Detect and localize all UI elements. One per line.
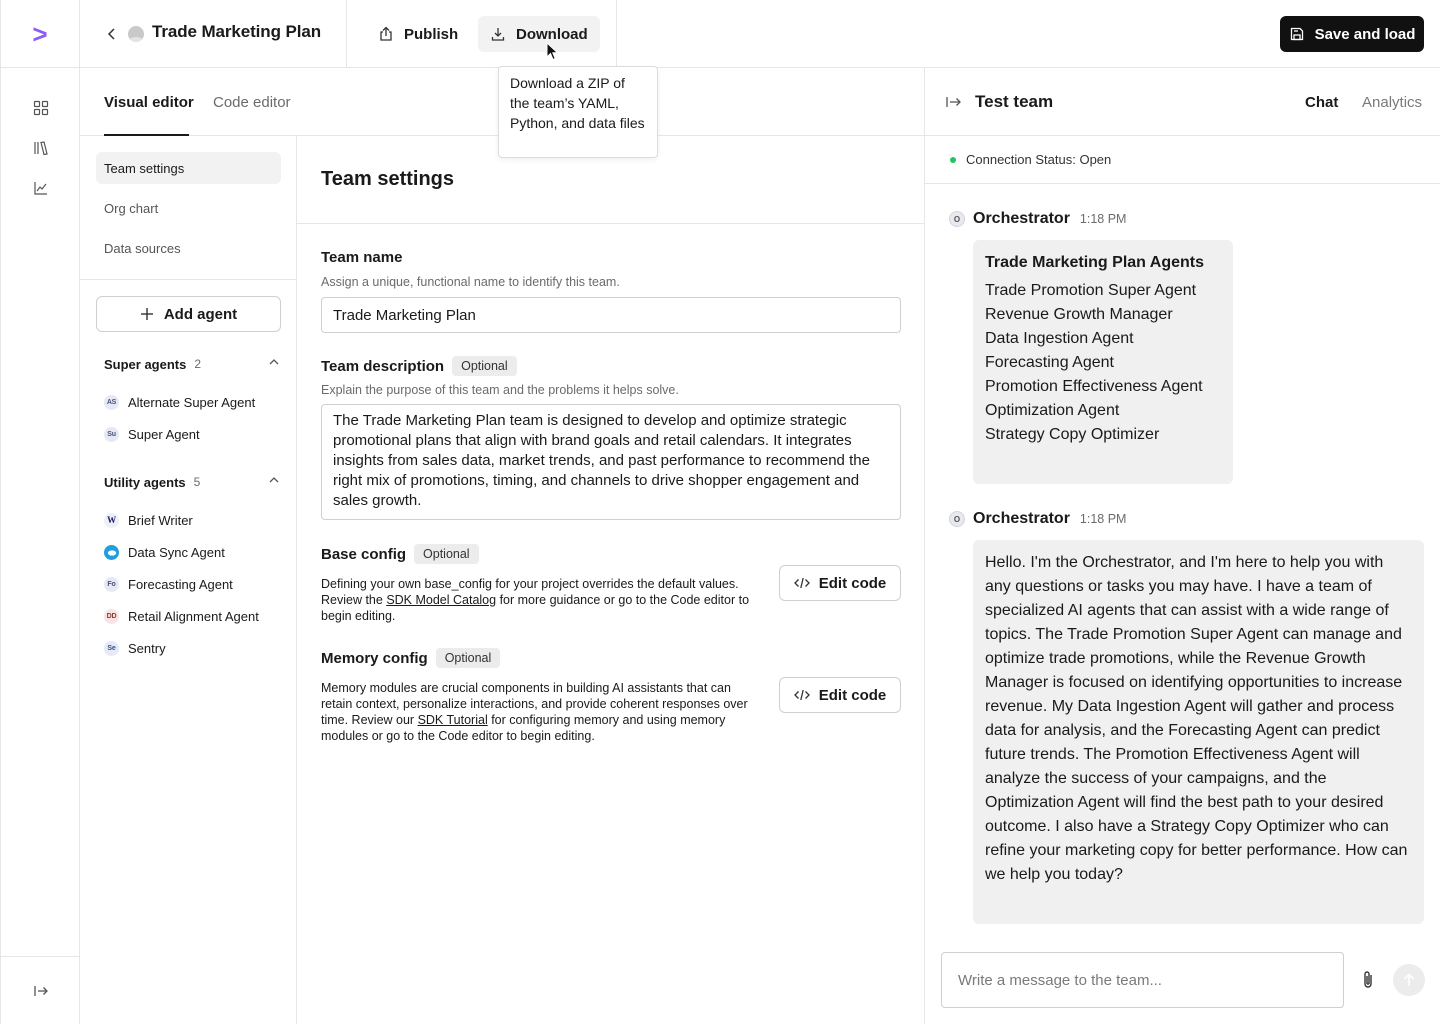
team-description-label [321, 356, 517, 376]
chevron-left-icon [107, 28, 117, 40]
list-item: Strategy Copy Optimizer [985, 426, 1160, 443]
message-time: 1:18 PM [1079, 212, 1127, 226]
base-config-text-end: for more guidance or go to the Code editor to begin editing. [321, 593, 750, 623]
base-config-description [321, 576, 761, 624]
chat-title: Test team [975, 92, 1054, 111]
message-bubble [973, 240, 1233, 484]
message-bubble: Hello. I'm the Orchestrator, and I'm here to help you with any questions or tasks you may have. I have a team of specialized AI agents that can assist with a wide range of topics. The Trade Promotion Super Agent can manage and optimize trade promotions, while the Revenue Growth Manager is focused on identifying opportunities to increase revenue. My Data Ingestion Agent will gather and process data for analysis, and the Forecasting Agent can predict future trends. The Promotion Effectiveness Agent will analyze the success of your campaigns, and the Optimization Agent will find the best path to your desired outcome. I also have a Strategy Copy Optimizer who can refine your marketing copy for better performance. How can we help you today? [973, 540, 1424, 924]
sidebar-item-data-sources[interactable]: Data sources [104, 240, 181, 256]
tab-chat[interactable]: Chat [1305, 94, 1339, 111]
agent-item[interactable] [104, 574, 233, 594]
agent-badge: DD [104, 609, 119, 624]
tab-analytics[interactable]: Analytics [1362, 94, 1423, 111]
team-description-help: Explain the purpose of this team and the problems it helps solve. [321, 383, 679, 397]
base-config-label-text: Base config [321, 545, 407, 563]
agent-name: Retail Alignment Agent [128, 608, 259, 624]
grid-icon[interactable] [31, 98, 51, 118]
avatar: O [949, 511, 965, 527]
message-input[interactable]: Write a message to the team... [941, 952, 1344, 1008]
download-button[interactable] [478, 16, 600, 52]
save-icon [1289, 26, 1305, 42]
message-title: Trade Marketing Plan Agents [985, 254, 1205, 271]
team-settings-panel [297, 136, 924, 1024]
share-icon [378, 26, 394, 42]
team-avatar [128, 26, 144, 42]
agent-badge: Su [104, 427, 119, 442]
agent-name: Alternate Super Agent [128, 394, 256, 410]
sidebar-item-org-chart[interactable]: Org chart [104, 200, 159, 216]
connection-status-text: Connection Status: Open [966, 152, 1112, 167]
memory-config-text-end: for configuring memory and using memory modules or go to the Code editor to begin editing. [321, 713, 726, 743]
message-header [949, 210, 1126, 228]
agent-name: Sentry [128, 640, 166, 656]
collapse-panel-icon[interactable] [945, 93, 963, 111]
add-agent-button[interactable] [96, 296, 281, 332]
base-config-label [321, 544, 479, 564]
team-name-help: Assign a unique, functional name to identify this team. [321, 275, 620, 289]
memory-config-edit-code-button[interactable] [779, 677, 901, 713]
tab-visual-editor[interactable]: Visual editor [104, 94, 194, 111]
agent-item[interactable] [104, 542, 225, 562]
list-item: Revenue Growth Manager [985, 306, 1173, 323]
list-item: Optimization Agent [985, 402, 1120, 419]
page-title: Team settings [321, 168, 454, 190]
logo-glyph: > [32, 18, 48, 49]
memory-config-text: Memory modules are crucial components in building AI assistants that can retain context, personalize interactions, and provide coherent responses over time. Review our [321, 681, 748, 727]
message-time: 1:18 PM [1079, 512, 1127, 526]
tab-code-editor[interactable]: Code editor [213, 94, 291, 111]
arrow-up-icon [1403, 973, 1415, 987]
utility-agents-count: 5 [193, 475, 201, 489]
super-agents-header[interactable] [104, 354, 281, 374]
agent-badge: Fo [104, 577, 119, 592]
team-name-label-text: Team name [321, 249, 403, 266]
divider [346, 0, 347, 68]
agent-name: Super Agent [128, 426, 200, 442]
team-description-textarea[interactable]: The Trade Marketing Plan team is designed to develop and optimize strategic promotional plans that align with brand goals and retail calendars. It integrates insights from sales data, market trends, and past performance to recommend the right mix of promotions, timing, and channels to drive shopper engagement and sales growth. [321, 404, 901, 520]
mouse-cursor-icon [546, 42, 560, 62]
code-icon [794, 689, 810, 701]
code-icon [794, 577, 810, 589]
message-author: Orchestrator [973, 510, 1070, 527]
chart-line-icon[interactable] [31, 178, 51, 198]
download-label: Download [516, 25, 588, 43]
message-header [949, 510, 1126, 528]
agent-badge: AS [104, 395, 119, 410]
memory-config-label-text: Memory config [321, 649, 428, 667]
list-item: Promotion Effectiveness Agent [985, 378, 1203, 395]
agent-item[interactable] [104, 510, 193, 530]
save-and-load-label: Save and load [1314, 25, 1416, 43]
agent-name: Forecasting Agent [128, 576, 233, 592]
cloud-logo-icon [104, 545, 119, 560]
avatar: O [949, 211, 965, 227]
save-and-load-button[interactable] [1280, 16, 1424, 52]
paperclip-icon[interactable] [1360, 970, 1376, 990]
send-button[interactable] [1393, 964, 1425, 996]
agent-item[interactable] [104, 424, 200, 444]
back-button[interactable] [102, 24, 122, 44]
download-tooltip: Download a ZIP of the team’s YAML, Python, and data files [498, 66, 658, 158]
left-rail [0, 0, 80, 1024]
message-author: Orchestrator [973, 210, 1070, 227]
add-agent-label: Add agent [163, 305, 238, 323]
memory-config-description [321, 680, 761, 744]
expand-right-icon [33, 983, 49, 999]
list-item: Trade Promotion Super Agent [985, 282, 1197, 299]
utility-agents-label: Utility agents [104, 474, 186, 490]
base-config-edit-code-button[interactable] [779, 565, 901, 601]
team-name-input[interactable]: Trade Marketing Plan [321, 297, 901, 333]
sdk-model-catalog-link[interactable]: SDK Model Catalog [386, 593, 497, 607]
publish-button[interactable] [366, 16, 470, 52]
agent-list [985, 279, 1221, 447]
top-bar [80, 0, 1440, 68]
connection-status [925, 136, 1440, 184]
settings-sidebar [80, 136, 297, 1024]
team-description-label-text: Team description [321, 357, 445, 375]
library-icon[interactable] [31, 138, 51, 158]
publish-label: Publish [404, 25, 459, 43]
sidebar-item-team-settings[interactable]: Team settings [96, 152, 281, 184]
app-logo[interactable] [1, 0, 79, 68]
agent-item[interactable] [104, 392, 255, 412]
agent-item[interactable] [104, 606, 259, 626]
expand-sidebar-button[interactable] [1, 956, 80, 1024]
edit-code-label: Edit code [818, 574, 887, 592]
test-team-chat-panel [924, 68, 1440, 1024]
edit-code-label: Edit code [818, 686, 887, 704]
utility-agents-header[interactable] [104, 472, 281, 492]
team-title: Trade Marketing Plan [152, 22, 321, 41]
team-name-label [321, 249, 402, 266]
optional-badge: Optional [414, 544, 479, 564]
agent-item[interactable] [104, 638, 166, 658]
chevron-up-icon [269, 358, 279, 365]
agent-badge: W [104, 513, 119, 528]
status-dot [950, 157, 956, 163]
divider [80, 279, 296, 280]
base-config-text: Defining your own base_config for your project overrides the default values. Review the [321, 577, 739, 607]
plus-icon [140, 307, 154, 321]
super-agents-label: Super agents [104, 356, 187, 372]
chat-header [925, 68, 1440, 136]
list-item: Forecasting Agent [985, 354, 1114, 371]
chevron-up-icon [269, 476, 279, 483]
download-icon [490, 26, 506, 42]
divider [616, 0, 617, 68]
super-agents-count: 2 [194, 357, 202, 371]
memory-config-label [321, 648, 500, 668]
agent-badge: Se [104, 641, 119, 656]
list-item: Data Ingestion Agent [985, 330, 1134, 347]
optional-badge: Optional [436, 648, 501, 668]
agent-name: Data Sync Agent [128, 544, 225, 560]
optional-badge: Optional [452, 356, 517, 376]
agent-name: Brief Writer [128, 512, 193, 528]
sdk-tutorial-link[interactable]: SDK Tutorial [417, 713, 488, 727]
